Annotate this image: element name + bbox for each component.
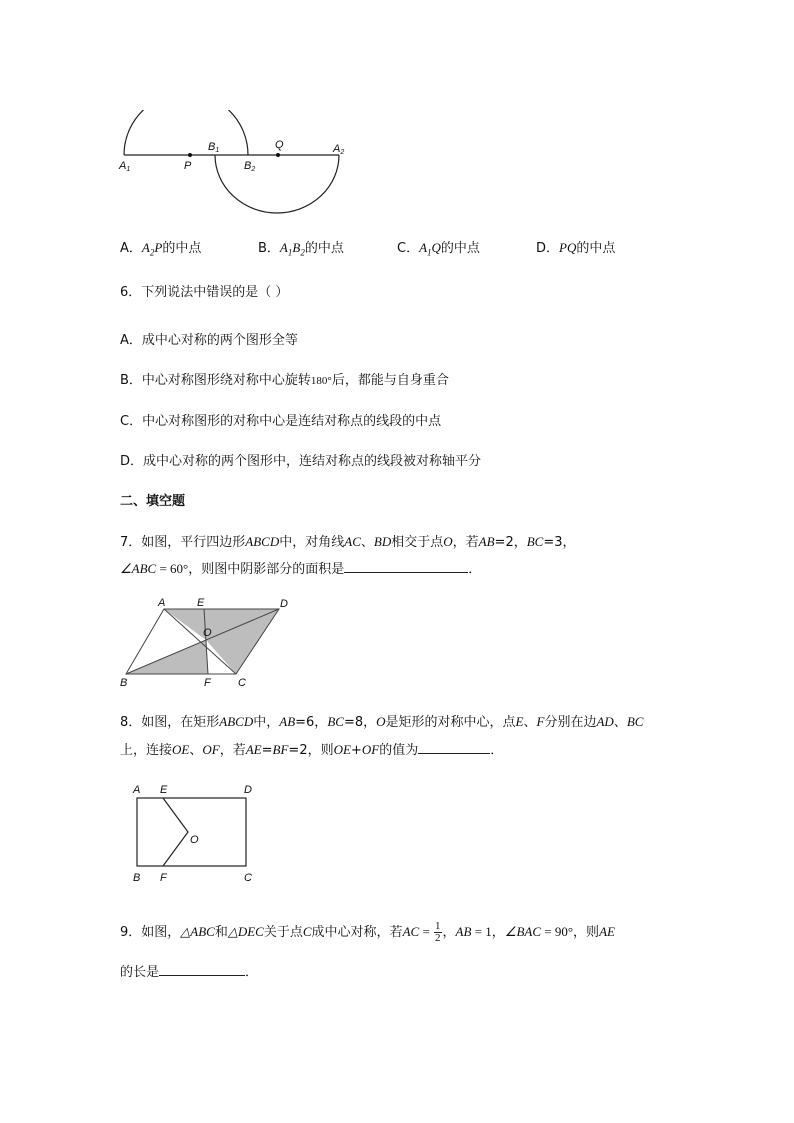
math-var: PQ bbox=[559, 240, 577, 255]
label-a1: A1 bbox=[119, 160, 131, 173]
math-var: A bbox=[419, 240, 428, 255]
point-q bbox=[276, 153, 280, 157]
figure-q5-semicircles bbox=[110, 110, 360, 220]
label-o: O bbox=[203, 627, 212, 639]
option-letter: A． bbox=[120, 241, 142, 256]
q9-line1: 9．如图，△ABC和△DEC关于点C成中心对称，若AC = $\frac{1}{2}$ ，AB = 1，∠BAC = 90°，则AE bbox=[120, 920, 615, 944]
label-f: F bbox=[160, 872, 167, 884]
label-o: O bbox=[190, 834, 199, 846]
q5-option-c[interactable] bbox=[397, 237, 480, 258]
option-letter: B． bbox=[258, 241, 280, 256]
option-text: 后，都能与自身重合 bbox=[331, 373, 449, 388]
option-text: 的中点 bbox=[304, 241, 344, 256]
q5-option-d[interactable] bbox=[536, 237, 615, 256]
q6-option-a[interactable]: A．成中心对称的两个图形全等 bbox=[120, 333, 298, 348]
label-c: C bbox=[238, 677, 246, 689]
label-b1: B1 bbox=[208, 141, 220, 154]
label-d: D bbox=[244, 784, 252, 796]
upper-semicircle bbox=[124, 110, 248, 155]
q7-line2: ∠ABC = 60°，则图中阴影部分的面积是 ． bbox=[120, 561, 482, 577]
label-q: Q bbox=[275, 139, 284, 151]
q6-option-b[interactable] bbox=[120, 369, 449, 388]
q9-line2: 的长是 ． bbox=[120, 961, 258, 980]
q6-option-d[interactable]: D．成中心对称的两个图形中，连结对称点的线段被对称轴平分 bbox=[120, 454, 482, 469]
q5-option-b[interactable] bbox=[258, 237, 344, 258]
math-sub: 1 bbox=[287, 247, 293, 258]
answer-blank[interactable] bbox=[159, 962, 245, 976]
answer-blank[interactable] bbox=[418, 740, 490, 754]
q7-line1: 7．如图，平行四边形ABCD中，对角线AC、BD相交于点O，若AB=2，BC=3， bbox=[120, 534, 576, 550]
option-text: 的中点 bbox=[576, 241, 616, 256]
fraction-one-half: $\frac{1}{2}$ bbox=[435, 920, 441, 944]
label-b2: B2 bbox=[244, 160, 256, 173]
label-f: F bbox=[204, 677, 211, 689]
label-a: A bbox=[133, 784, 141, 796]
label-d: D bbox=[280, 598, 288, 610]
lower-semicircle bbox=[215, 155, 339, 213]
math-sub: 1 bbox=[427, 247, 432, 258]
answer-blank[interactable] bbox=[344, 559, 468, 573]
figure-q7-parallelogram bbox=[114, 594, 304, 690]
label-e: E bbox=[160, 784, 168, 796]
q5-option-a[interactable] bbox=[120, 237, 201, 258]
shaded-triangle-top bbox=[164, 609, 206, 640]
label-b: B bbox=[133, 872, 141, 884]
q8-line2: 上，连接OE、OF，若AE=BF=2，则OE+OF的值为 ． bbox=[120, 742, 504, 758]
label-b: B bbox=[120, 677, 128, 689]
label-e: E bbox=[197, 597, 205, 609]
math-var: P bbox=[154, 240, 163, 255]
option-letter: D． bbox=[536, 241, 560, 256]
segment-e-o-f bbox=[163, 798, 188, 866]
math-var: B bbox=[292, 240, 301, 255]
math-var: Q bbox=[431, 240, 441, 255]
label-p: P bbox=[184, 160, 192, 172]
math-sub: 2 bbox=[300, 247, 305, 258]
option-text: 的中点 bbox=[440, 241, 480, 256]
q6-stem: 6．下列说法中错误的是（ ） bbox=[120, 285, 289, 300]
figure-q8-rectangle bbox=[126, 780, 266, 888]
degree-value: 180° bbox=[310, 375, 332, 387]
option-text: B．中心对称图形绕对称中心旋转 bbox=[120, 373, 311, 388]
point-p bbox=[188, 153, 192, 157]
math-var: A bbox=[279, 240, 288, 255]
q8-line1: 8．如图，在矩形ABCD中，AB=6，BC=8，O是矩形的对称中心，点E、F分别在边AD、BC bbox=[120, 714, 644, 730]
option-letter: C． bbox=[397, 241, 420, 256]
math-sub: 2 bbox=[149, 247, 155, 258]
option-text: 的中点 bbox=[162, 241, 202, 256]
label-c: C bbox=[244, 872, 252, 884]
label-a2: A2 bbox=[333, 143, 345, 156]
rectangle-outline bbox=[137, 798, 246, 866]
q6-option-c[interactable]: C．中心对称图形的对称中心是连结对称点的线段的中点 bbox=[120, 414, 442, 429]
section-heading: 二、填空题 bbox=[120, 494, 186, 509]
label-a: A bbox=[158, 597, 166, 609]
math-var: A bbox=[141, 240, 150, 255]
